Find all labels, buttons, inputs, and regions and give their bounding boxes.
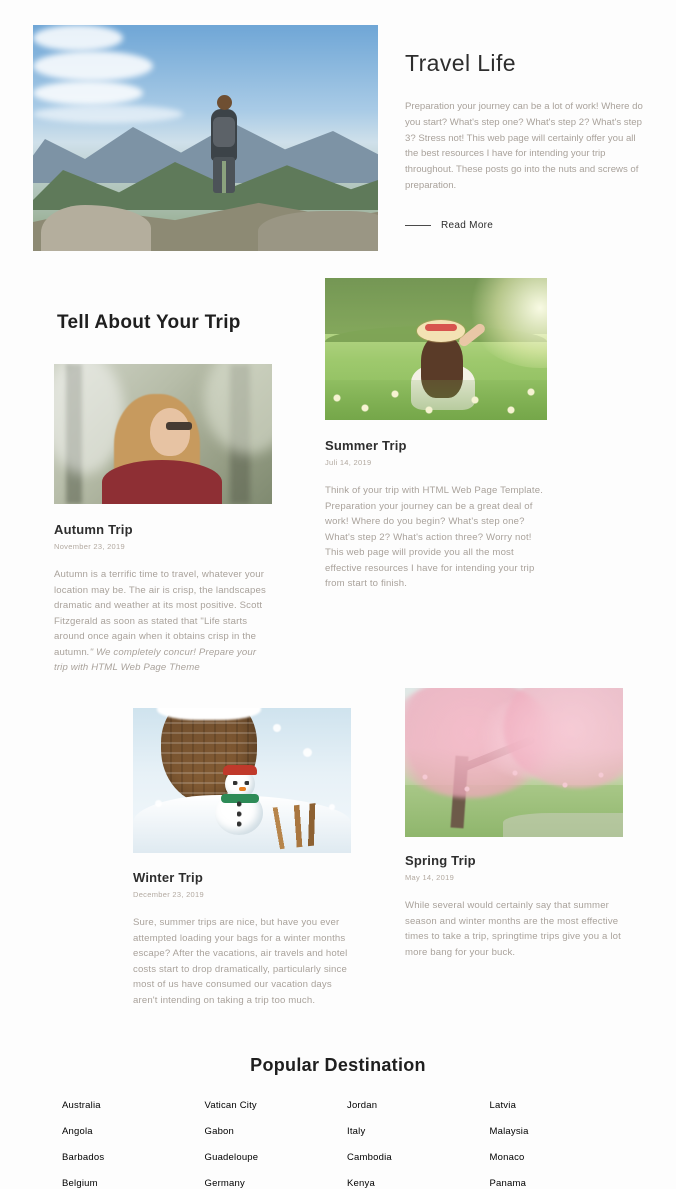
post-title-autumn: Autumn Trip bbox=[54, 522, 133, 537]
cloud-shape bbox=[33, 105, 183, 123]
snowflake-shape bbox=[303, 748, 312, 757]
destination-item[interactable]: Angola bbox=[62, 1126, 93, 1137]
sunglasses-shape bbox=[166, 422, 192, 430]
post-title-winter: Winter Trip bbox=[133, 870, 203, 885]
hero-image bbox=[33, 25, 378, 251]
destination-item[interactable]: Guadeloupe bbox=[204, 1152, 259, 1163]
snowflake-shape bbox=[329, 804, 335, 810]
destination-item[interactable]: Latvia bbox=[489, 1100, 517, 1111]
spring-post-image bbox=[405, 688, 623, 837]
winter-post-image bbox=[133, 708, 351, 853]
backpack-shape bbox=[213, 117, 235, 147]
hiker-head-shape bbox=[217, 95, 232, 110]
post-body-spring: While several would certainly say that summer season and winter months are the most effective times to take a trip, springtime trips give you a lot more bang for your buck. bbox=[405, 900, 621, 958]
post-body-autumn bbox=[54, 567, 272, 676]
hat-band-shape bbox=[425, 324, 457, 331]
section-heading-tell-about: Tell About Your Trip bbox=[57, 312, 241, 333]
destination-item[interactable]: Australia bbox=[62, 1100, 101, 1111]
post-date-winter: December 23, 2019 bbox=[133, 890, 204, 899]
shoulder-shape bbox=[102, 460, 222, 504]
destination-item[interactable]: Cambodia bbox=[347, 1152, 392, 1163]
read-more-rule-icon bbox=[405, 225, 431, 226]
post-date-summer: Juli 14, 2019 bbox=[325, 458, 372, 467]
destination-item[interactable]: Panama bbox=[489, 1178, 527, 1189]
post-body-autumn-emphasis: ." We completely concur! Prepare your trip with HTML Web Page Theme bbox=[54, 646, 257, 674]
face-shape bbox=[150, 408, 190, 456]
destination-item[interactable]: Gabon bbox=[204, 1126, 235, 1137]
destination-item[interactable]: Vatican City bbox=[204, 1100, 257, 1111]
hero-text-block bbox=[405, 50, 645, 231]
destination-item[interactable]: Monaco bbox=[489, 1152, 525, 1163]
destination-item[interactable]: Italy bbox=[347, 1126, 366, 1137]
snowflake-shape bbox=[155, 800, 162, 807]
rock-shape bbox=[41, 205, 151, 251]
falling-petals-shape bbox=[405, 767, 623, 807]
read-more-link[interactable] bbox=[405, 220, 645, 231]
post-title-spring: Spring Trip bbox=[405, 853, 476, 868]
post-title-summer: Summer Trip bbox=[325, 438, 407, 453]
read-more-label: Read More bbox=[441, 219, 494, 231]
snowflake-shape bbox=[273, 724, 281, 732]
destination-item[interactable]: Germany bbox=[204, 1178, 245, 1189]
post-card-spring[interactable] bbox=[405, 688, 623, 960]
cloud-shape bbox=[33, 25, 123, 51]
path-shape bbox=[503, 813, 623, 837]
post-card-summer[interactable] bbox=[325, 278, 547, 592]
snowman-buttons-shape bbox=[237, 801, 242, 827]
snowman-nose-shape bbox=[239, 787, 246, 791]
summer-post-image bbox=[325, 278, 547, 420]
page-title: Travel Life bbox=[405, 50, 516, 76]
destination-item[interactable]: Jordan bbox=[347, 1100, 378, 1111]
cloud-shape bbox=[33, 51, 153, 81]
rock-shape bbox=[258, 211, 378, 251]
post-card-autumn[interactable] bbox=[54, 364, 272, 676]
post-body-summer: Think of your trip with HTML Web Page Template. Preparation your journey can be a great deal of work! Where do you begin? What's step one? What's step 2? What's action three? Worry not! This web page will provide you all the most effective resources I have for intending your trip from start to finish. bbox=[325, 485, 544, 590]
cloud-shape bbox=[33, 81, 143, 105]
autumn-post-image bbox=[54, 364, 272, 504]
destination-item[interactable]: Malaysia bbox=[489, 1126, 529, 1137]
post-body-autumn-part1: Autumn is a terrific time to travel, whatever your location may be. The air is crisp, the landscapes dramatic and weather at its most positive. Scott Fitzgerald as soon as stated that "Life starts around once again when it obtains crisp in the autumn bbox=[54, 569, 266, 658]
bokeh-shape bbox=[204, 364, 272, 454]
post-card-winter[interactable] bbox=[133, 708, 351, 1008]
destination-item[interactable]: Kenya bbox=[347, 1178, 375, 1189]
section-heading-popular-destination: Popular Destination bbox=[250, 1055, 426, 1075]
snowman-hat-shape bbox=[223, 765, 257, 775]
post-date-autumn: November 23, 2019 bbox=[54, 542, 125, 551]
post-date-spring: May 14, 2019 bbox=[405, 873, 455, 882]
destination-item[interactable]: Barbados bbox=[62, 1152, 105, 1163]
post-body-winter: Sure, summer trips are nice, but have you ever attempted loading your bags for a winter months escape? After the vacations, air travels and hotel costs start to drop dramatically, particularly since most of us have consumed our vacation days aren't intending on taking a trip too much. bbox=[133, 917, 348, 1006]
wildflowers-shape bbox=[325, 380, 547, 420]
hero-paragraph: Preparation your journey can be a lot of work! Where do you start? What's step one? What's step 2? What's step 3? Stress not! This web page will certainly offer you all the best resources I have for intending your trip throughout. These posts go into the nuts and screws of preparation. bbox=[405, 101, 643, 192]
destination-list bbox=[62, 1100, 622, 1189]
snowman-eyes-shape bbox=[233, 781, 249, 785]
destination-item[interactable]: Belgium bbox=[62, 1178, 98, 1189]
hiker-legs-shape bbox=[213, 157, 235, 193]
